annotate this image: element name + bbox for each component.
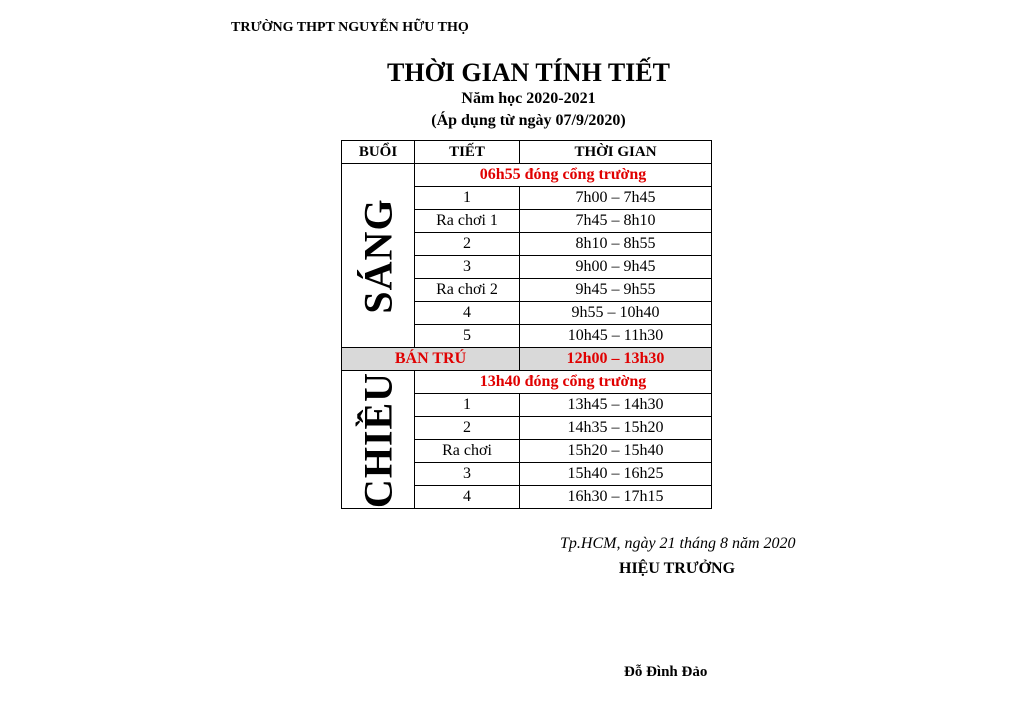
header-time: THỜI GIAN (520, 141, 712, 164)
afternoon-gate-note: 13h40 đóng cổng trường (415, 371, 712, 394)
time-cell: 10h45 – 11h30 (520, 325, 712, 348)
period-cell: 5 (415, 325, 520, 348)
principal-name: Đỗ Đình Đảo (624, 664, 708, 680)
header-period: TIẾT (415, 141, 520, 164)
lunch-label: BÁN TRÚ (342, 348, 520, 371)
time-cell: 14h35 – 15h20 (520, 417, 712, 440)
period-cell: Ra chơi 1 (415, 210, 520, 233)
time-cell: 7h00 – 7h45 (520, 187, 712, 210)
time-cell: 9h45 – 9h55 (520, 279, 712, 302)
principal-title: HIỆU TRƯỞNG (619, 560, 736, 577)
period-cell: 2 (415, 233, 520, 256)
time-cell: 15h20 – 15h40 (520, 440, 712, 463)
table-row (342, 371, 712, 394)
header-session: BUỔI (342, 141, 415, 164)
time-cell: 16h30 – 17h15 (520, 486, 712, 509)
morning-gate-note: 06h55 đóng cổng trường (415, 164, 712, 187)
time-cell: 8h10 – 8h55 (520, 233, 712, 256)
afternoon-label: CHIỀU (355, 371, 401, 508)
time-cell: 9h55 – 10h40 (520, 302, 712, 325)
time-cell: 9h00 – 9h45 (520, 256, 712, 279)
period-cell: Ra chơi 2 (415, 279, 520, 302)
morning-session-cell (342, 164, 415, 348)
document-title: THỜI GIAN TÍNH TIẾT (387, 58, 670, 87)
period-cell: 3 (415, 463, 520, 486)
period-cell: 3 (415, 256, 520, 279)
morning-label: SÁNG (355, 197, 401, 314)
place-date: Tp.HCM, ngày 21 tháng 8 năm 2020 (560, 535, 796, 552)
period-cell: 4 (415, 486, 520, 509)
applied-date: (Áp dụng từ ngày 07/9/2020) (431, 112, 626, 129)
school-name: TRƯỜNG THPT NGUYỄN HỮU THỌ (231, 20, 469, 35)
time-cell: 13h45 – 14h30 (520, 394, 712, 417)
lunch-time: 12h00 – 13h30 (520, 348, 712, 371)
school-year: Năm học 2020-2021 (461, 90, 596, 107)
period-cell: 1 (415, 394, 520, 417)
period-cell: 2 (415, 417, 520, 440)
schedule-table (341, 140, 712, 509)
time-cell: 7h45 – 8h10 (520, 210, 712, 233)
afternoon-session-cell (342, 371, 415, 509)
period-cell: Ra chơi (415, 440, 520, 463)
table-row (342, 164, 712, 187)
table-header-row (342, 141, 712, 164)
time-cell: 15h40 – 16h25 (520, 463, 712, 486)
period-cell: 1 (415, 187, 520, 210)
lunch-row (342, 348, 712, 371)
period-cell: 4 (415, 302, 520, 325)
